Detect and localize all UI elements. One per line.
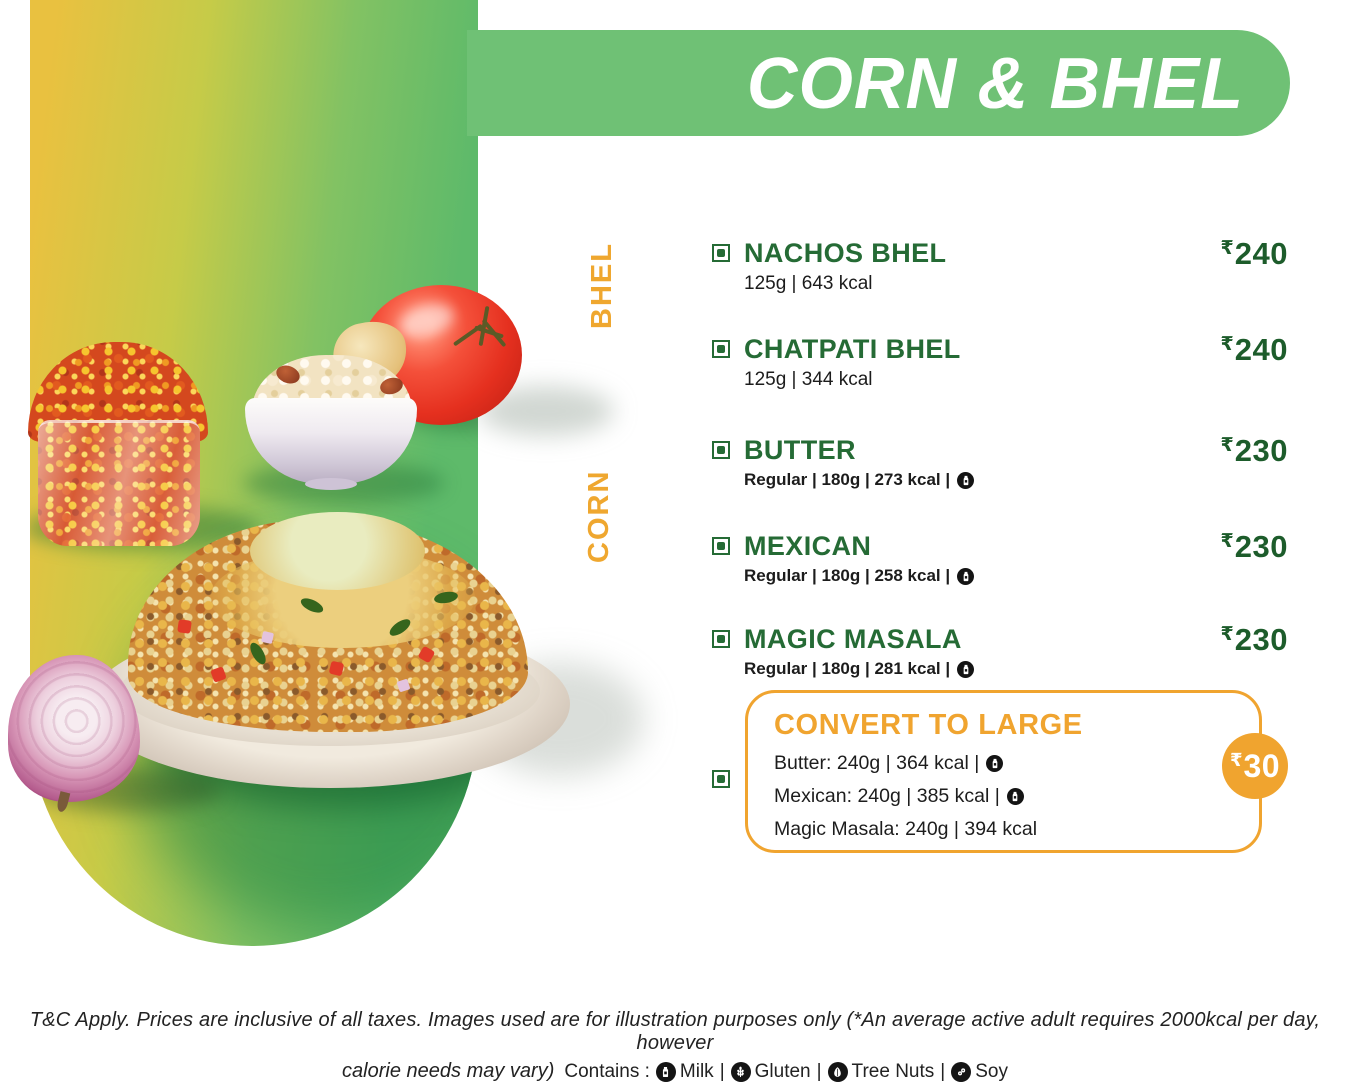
menu-item-chatpati-bhel	[710, 334, 1288, 391]
menu-item-magic-masala	[710, 624, 1288, 679]
white-bowl-foot	[305, 478, 357, 490]
convert-to-large-box	[745, 690, 1262, 853]
convert-line-magic-masala: Magic Masala: 240g | 394 kcal	[774, 818, 1038, 840]
veg-icon	[712, 441, 730, 459]
item-desc: Regular | 180g | 258 kcal |	[744, 566, 1288, 586]
veg-icon	[712, 630, 730, 648]
cheese-sev-top-image	[250, 512, 425, 590]
section-label-corn: CORN	[583, 469, 615, 563]
section-label-bhel: BHEL	[586, 242, 618, 330]
tomato-stem	[448, 296, 528, 372]
item-name: MAGIC MASALA	[744, 624, 962, 654]
menu-item-mexican	[710, 531, 1288, 586]
milk-icon	[957, 568, 974, 585]
item-desc: 125g | 344 kcal	[744, 369, 873, 390]
corn-glass-bowl-image	[38, 420, 200, 546]
item-price: ₹230	[1220, 529, 1288, 564]
allergen-tree-nuts: Tree Nuts	[828, 1061, 935, 1083]
milk-icon	[986, 755, 1003, 772]
item-desc: Regular | 180g | 273 kcal |	[744, 470, 1288, 490]
item-name: NACHOS BHEL	[744, 238, 947, 268]
allergen-milk: Milk	[656, 1061, 714, 1083]
item-name: MEXICAN	[744, 531, 872, 561]
gluten-icon	[731, 1062, 751, 1082]
milk-icon	[957, 472, 974, 489]
convert-price-badge: ₹ 30	[1222, 733, 1288, 799]
item-name: CHATPATI BHEL	[744, 334, 961, 364]
item-price: ₹230	[1220, 433, 1288, 468]
item-name: BUTTER	[744, 435, 856, 465]
header-banner	[467, 30, 1290, 136]
menu-item-butter	[710, 435, 1288, 490]
page-title: CORN & BHEL	[746, 42, 1244, 124]
contains-label: Contains :	[564, 1060, 650, 1082]
soy-icon	[951, 1062, 971, 1082]
allergen-soy: Soy	[951, 1061, 1008, 1083]
footer	[0, 1009, 1350, 1083]
terms-text-continued: calorie needs may vary)	[342, 1060, 555, 1082]
veg-icon	[712, 770, 730, 788]
menu-item-nachos-bhel	[710, 238, 1288, 295]
milk-icon	[1007, 788, 1024, 805]
veg-icon	[712, 244, 730, 262]
item-price: ₹240	[1220, 332, 1288, 367]
item-price: ₹240	[1220, 236, 1288, 271]
tree-nuts-icon	[828, 1062, 848, 1082]
terms-text-line1: T&C Apply. Prices are inclusive of all taxes. Images used are for illustration purposes only (*An average active adult requires 2000kcal per day, however	[29, 1009, 1321, 1054]
convert-line-butter: Butter: 240g | 364 kcal |	[774, 752, 1259, 775]
item-desc: Regular | 180g | 281 kcal |	[744, 659, 1288, 679]
milk-icon	[957, 661, 974, 678]
convert-box-title: CONVERT TO LARGE	[774, 709, 1083, 741]
separator: |	[940, 1060, 946, 1082]
convert-line-mexican: Mexican: 240g | 385 kcal |	[774, 785, 1259, 808]
item-price: ₹230	[1220, 622, 1288, 657]
veg-icon	[712, 537, 730, 555]
separator: |	[816, 1060, 822, 1082]
veg-icon	[712, 340, 730, 358]
item-desc: 125g | 643 kcal	[744, 273, 873, 294]
separator: |	[719, 1060, 725, 1082]
tomato-cube	[177, 619, 192, 634]
allergen-gluten: Gluten	[731, 1061, 811, 1083]
onion-bit	[261, 631, 274, 644]
milk-icon	[656, 1062, 676, 1082]
